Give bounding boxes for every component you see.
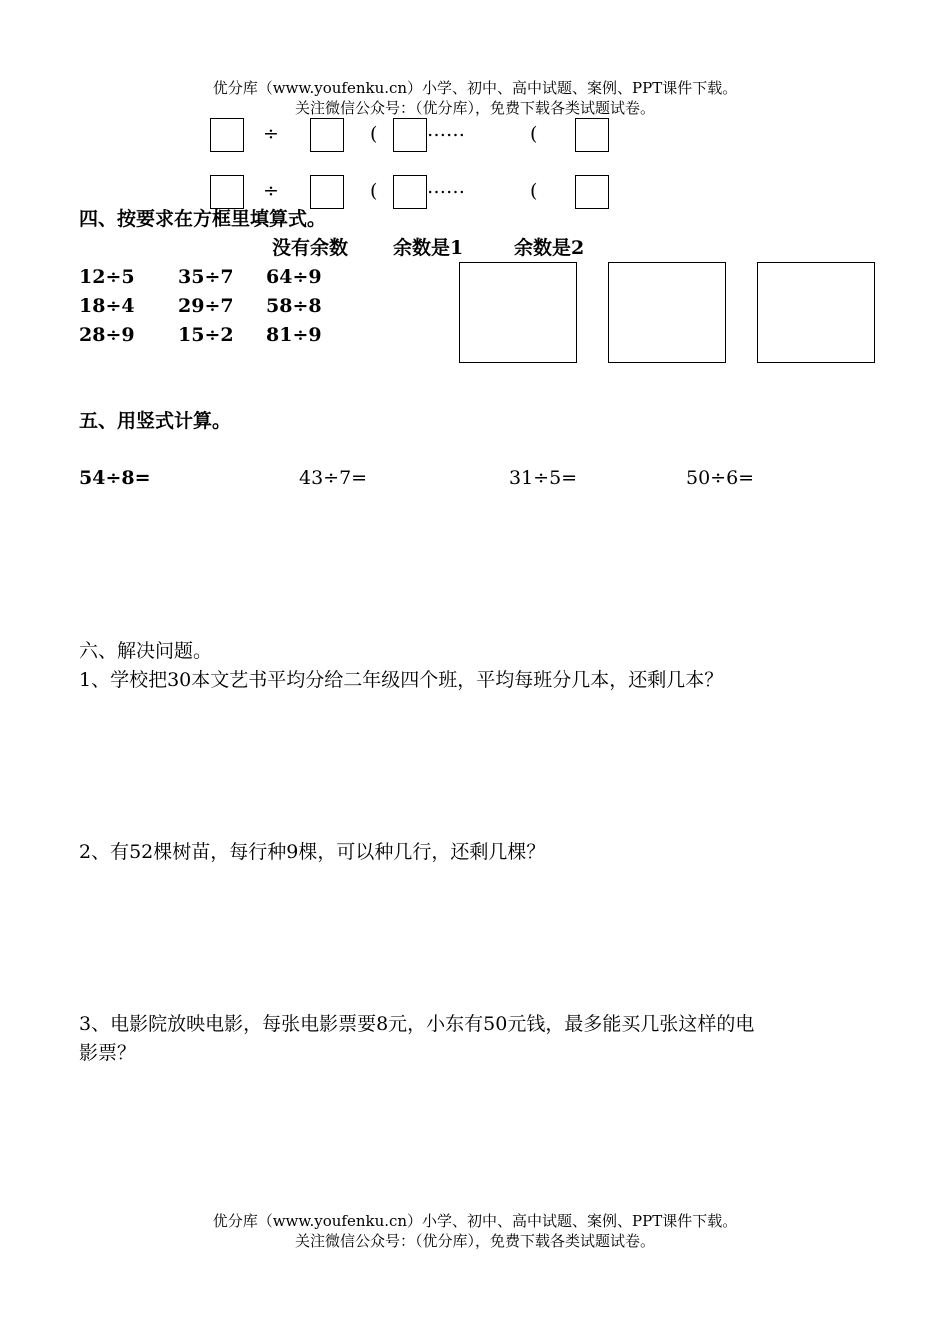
answer-box[interactable] [393, 118, 427, 152]
answer-box[interactable] [210, 175, 244, 209]
expression: 58÷8 [266, 295, 322, 317]
remainder-dots: …… [427, 176, 465, 198]
footer-line-1: 优分库（www.youfenku.cn）小学、初中、高中试题、案例、PPT课件下载。 [212, 1212, 738, 1230]
footer-line-2: 关注微信公众号：（优分库），免费下载各类试题试卷。 [294, 1232, 655, 1250]
expression: 81÷9 [266, 324, 322, 346]
question-3-line-2: 影票？ [79, 1042, 137, 1064]
expression: 12÷5 [79, 266, 135, 288]
paren-sign: ( [530, 123, 538, 145]
divide-sign: ÷ [263, 123, 279, 145]
vertical-problem-4: 50÷6= [686, 467, 755, 489]
vertical-problem-1: 54÷8= [79, 467, 151, 489]
label-no-remainder: 没有余数 [272, 237, 349, 259]
label-remainder-2: 余数是2 [514, 237, 585, 259]
question-1: 1、学校把30本文艺书平均分给二年级四个班，平均每班分几本，还剩几本？ [79, 669, 724, 691]
answer-box[interactable] [575, 175, 609, 209]
remainder-dots: …… [427, 119, 465, 141]
paren-sign: ( [530, 180, 538, 202]
expression: 29÷7 [178, 295, 234, 317]
answer-box[interactable] [310, 175, 344, 209]
section4-title: 四、按要求在方框里填算式。 [79, 208, 327, 230]
box-remainder-2[interactable] [757, 262, 875, 363]
section6-title: 六、解决问题。 [79, 640, 213, 662]
header-line-1: 优分库（www.youfenku.cn）小学、初中、高中试题、案例、PPT课件下载。 [212, 79, 738, 97]
question-2: 2、有52棵树苗，每行种9棵，可以种几行，还剩几棵？ [79, 841, 546, 863]
box-no-remainder[interactable] [459, 262, 577, 363]
label-remainder-1: 余数是1 [393, 237, 464, 259]
paren-sign: ( [370, 180, 378, 202]
answer-box[interactable] [210, 118, 244, 152]
divide-sign: ÷ [263, 180, 279, 202]
answer-box[interactable] [393, 175, 427, 209]
vertical-problem-2: 43÷7= [299, 467, 368, 489]
expression: 35÷7 [178, 266, 234, 288]
box-remainder-1[interactable] [608, 262, 726, 363]
answer-box[interactable] [575, 118, 609, 152]
question-3-line-1: 3、电影院放映电影，每张电影票要8元，小东有50元钱，最多能买几张这样的电 [79, 1013, 755, 1035]
expression: 18÷4 [79, 295, 135, 317]
expression: 15÷2 [178, 324, 234, 346]
expression: 28÷9 [79, 324, 135, 346]
header-line-2: 关注微信公众号：（优分库），免费下载各类试题试卷。 [294, 99, 655, 117]
paren-sign: ( [370, 123, 378, 145]
expression: 64÷9 [266, 266, 322, 288]
section5-title: 五、用竖式计算。 [79, 410, 232, 432]
vertical-problem-3: 31÷5= [509, 467, 578, 489]
answer-box[interactable] [310, 118, 344, 152]
